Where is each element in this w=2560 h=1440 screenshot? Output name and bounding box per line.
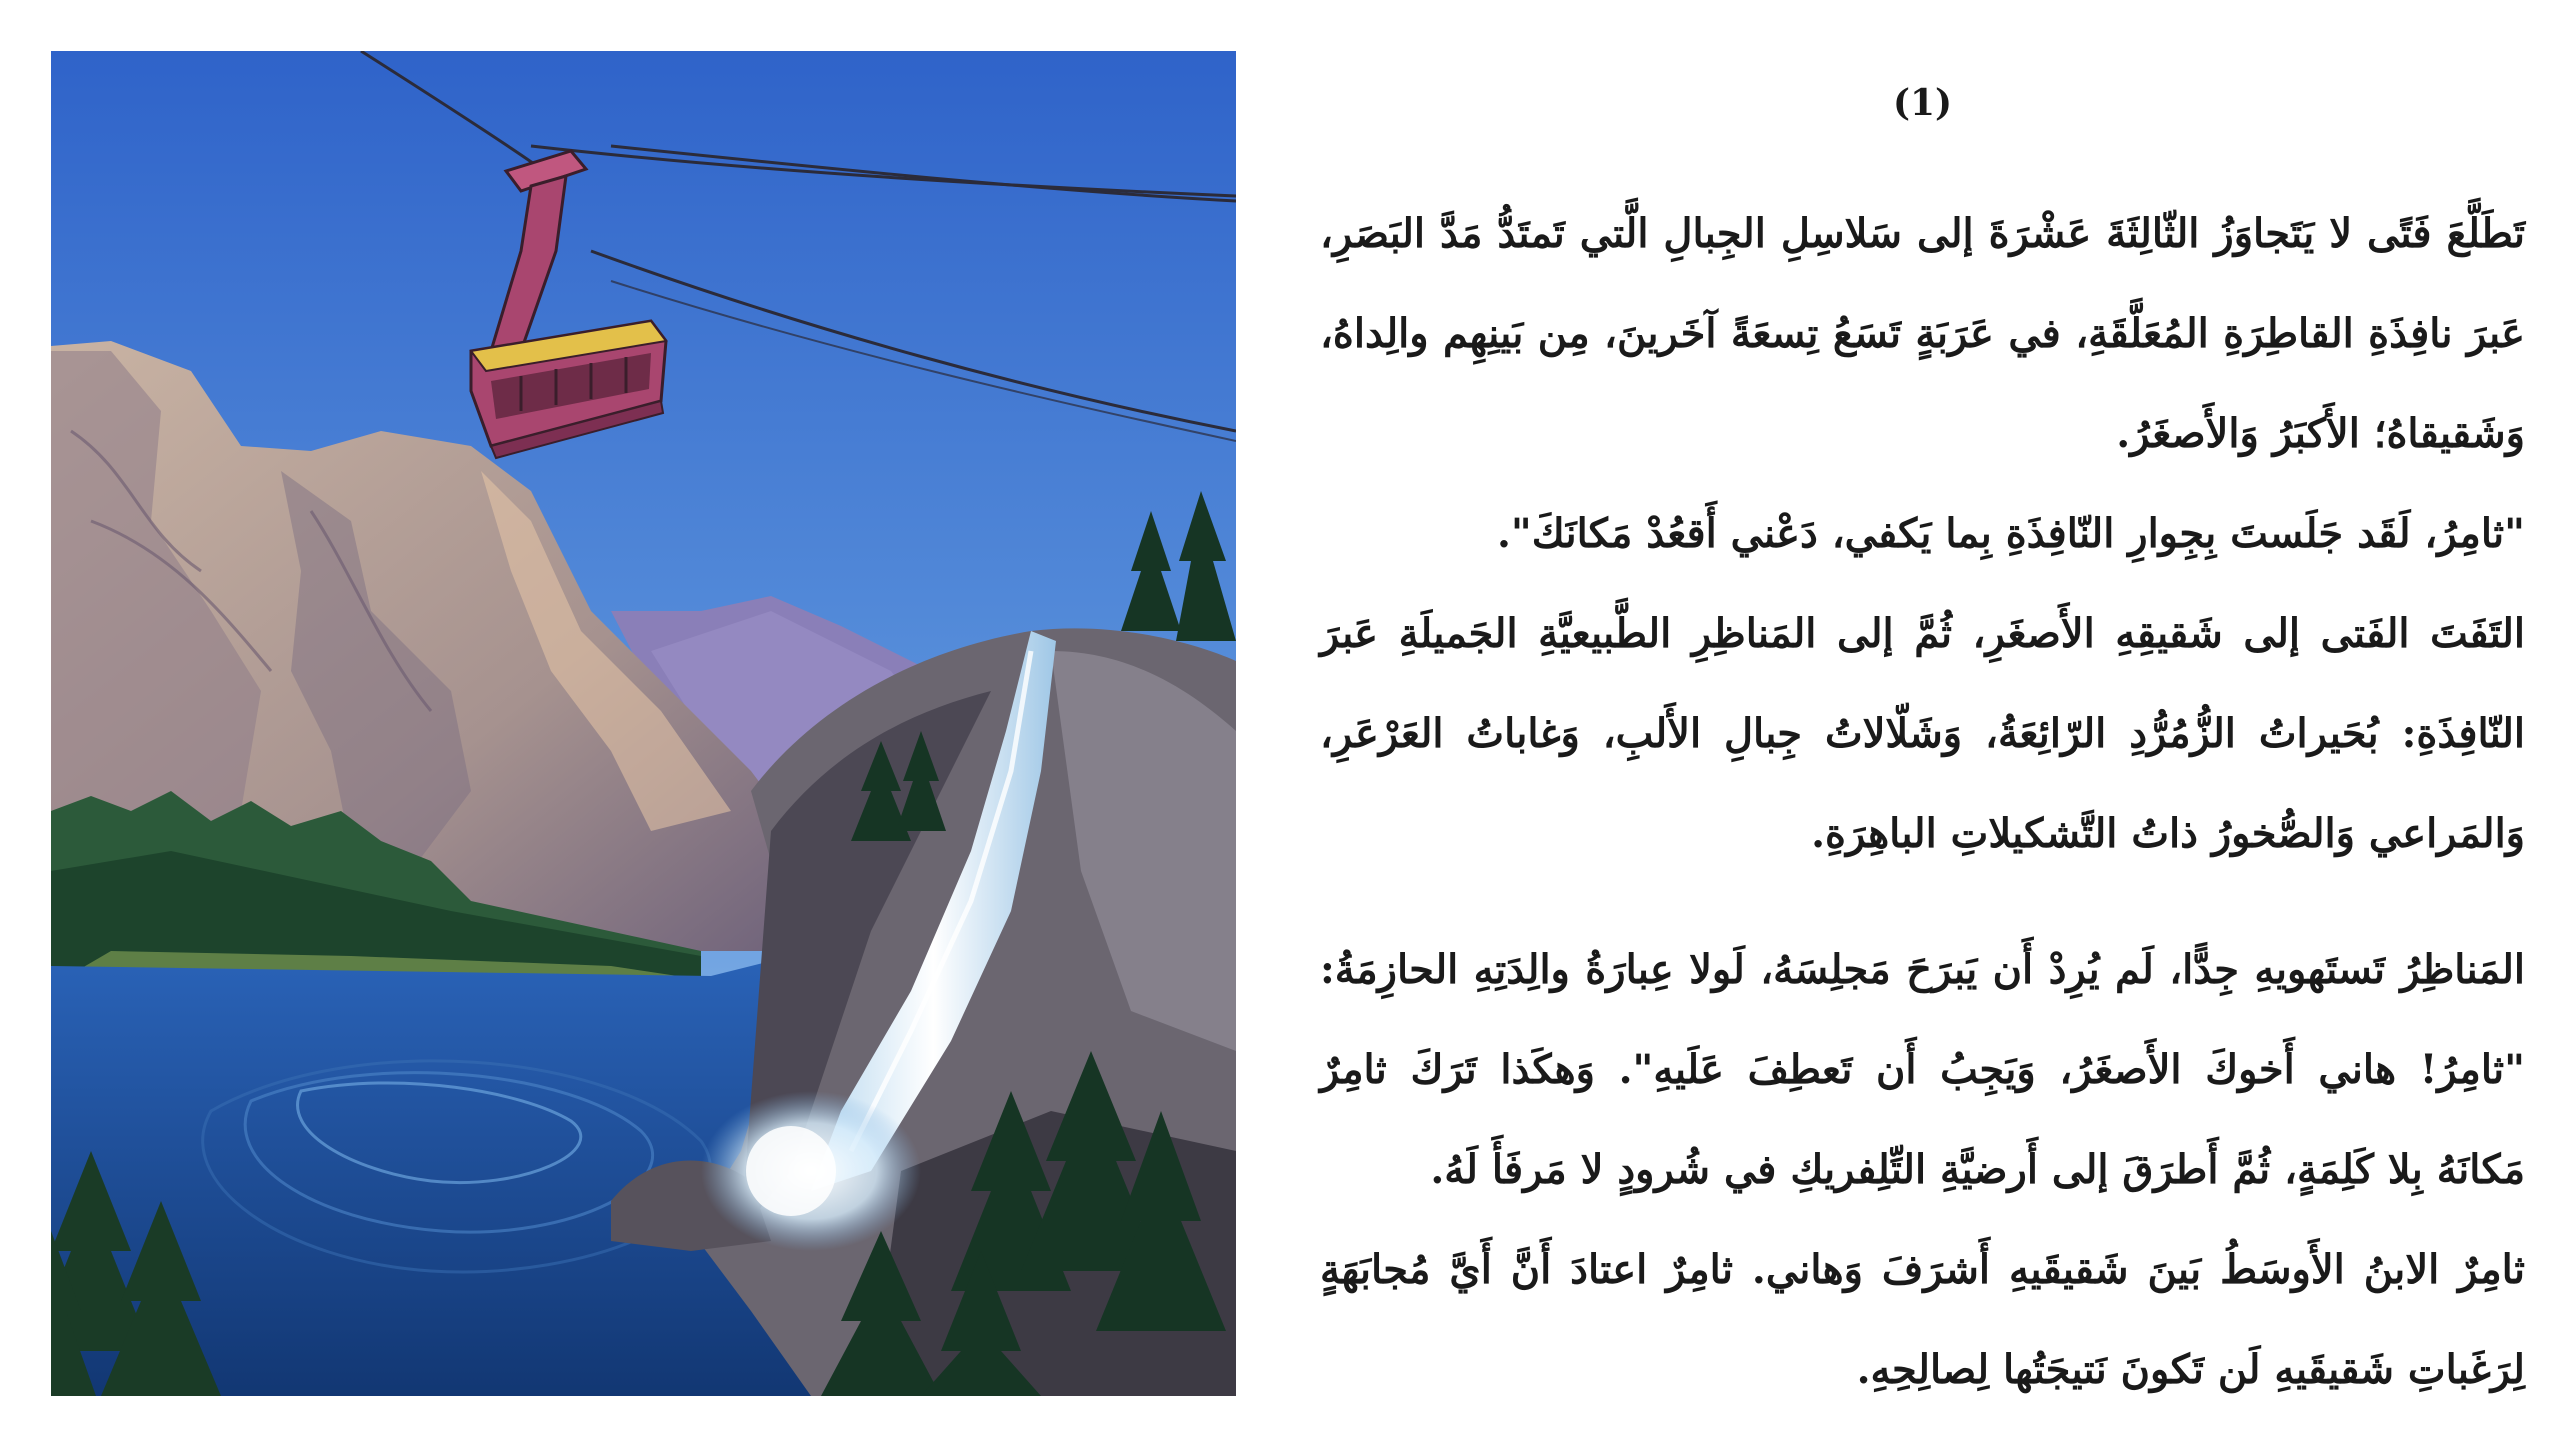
story-illustration [51,51,1236,1396]
cable-car-landscape-image [51,51,1236,1396]
paragraph-2: "ثامِرُ، لَقَد جَلَستَ بِجِوارِ النّافِذَةِ بِما يَكفي، دَعْني أَقعُدْ مَكانَكَ". [1496,510,2525,557]
paragraph-3: التَفَتَ الفَتى إلى شَقيقِهِ الأَصغَرِ، ثُمَّ إلى المَناظِرِ الطَّبيعيَّةِ الجَميلَةِ عَبرَ النّافِذَةِ: بُحَيراتُ الزُّمُرُّدِ الرّائِعَةُ، وَشَلّالاتُ جِبالِ الأَلبِ، وَغاباتُ العَرْعَرِ، وَالمَراعي وَالصُّخورُ ذاتُ التَّشكيلاتِ الباهِرَةِ. [1320,610,2525,857]
paragraph-5: ثامِرٌ الابنُ الأَوسَطُ بَينَ شَقيقَيهِ أَشرَفَ وَهاني. ثامِرٌ اعتادَ أَنَّ أَيَّ مُجابَهَةٍ لِرَغَباتِ شَقيقَيهِ لَن تَكونَ نَتيجَتُها لِصالِحِهِ. [1320,1246,2525,1393]
story-text-page [1320,60,2525,1400]
page-number: (1) [1892,82,1953,124]
paragraph-4: المَناظِرُ تَستَهويهِ جِدًّا، لَم يُرِدْ أَن يَبرَحَ مَجلِسَهُ، لَولا عِبارَةُ والِدَتِهِ الحازِمَةُ: "ثامِرُ! هاني أَخوكَ الأَصغَرُ، وَيَجِبُ أَن تَعطِفَ عَلَيهِ". وَهكَذا تَرَكَ ثامِرٌ مَكانَهُ بِلا كَلِمَةٍ، ثُمَّ أَطرَقَ إلى أَرضيَّةِ التِّلِفريكِ في شُرودٍ لا مَرفَأَ لَهُ. [1320,946,2525,1193]
paragraph-1: تَطَلَّعَ فَتًى لا يَتَجاوَزُ الثّالِثَةَ عَشْرَةَ إلى سَلاسِلِ الجِبالِ الَّتي تَمتَدُّ مَدَّ البَصَرِ، عَبرَ نافِذَةِ القاطِرَةِ المُعَلَّقَةِ، في عَرَبَةٍ تَسَعُ تِسعَةً آخَرينَ، مِن بَينِهِم والِداهُ، وَشَقيقاهُ؛ الأَكبَرُ وَالأَصغَرُ. [1320,210,2525,457]
